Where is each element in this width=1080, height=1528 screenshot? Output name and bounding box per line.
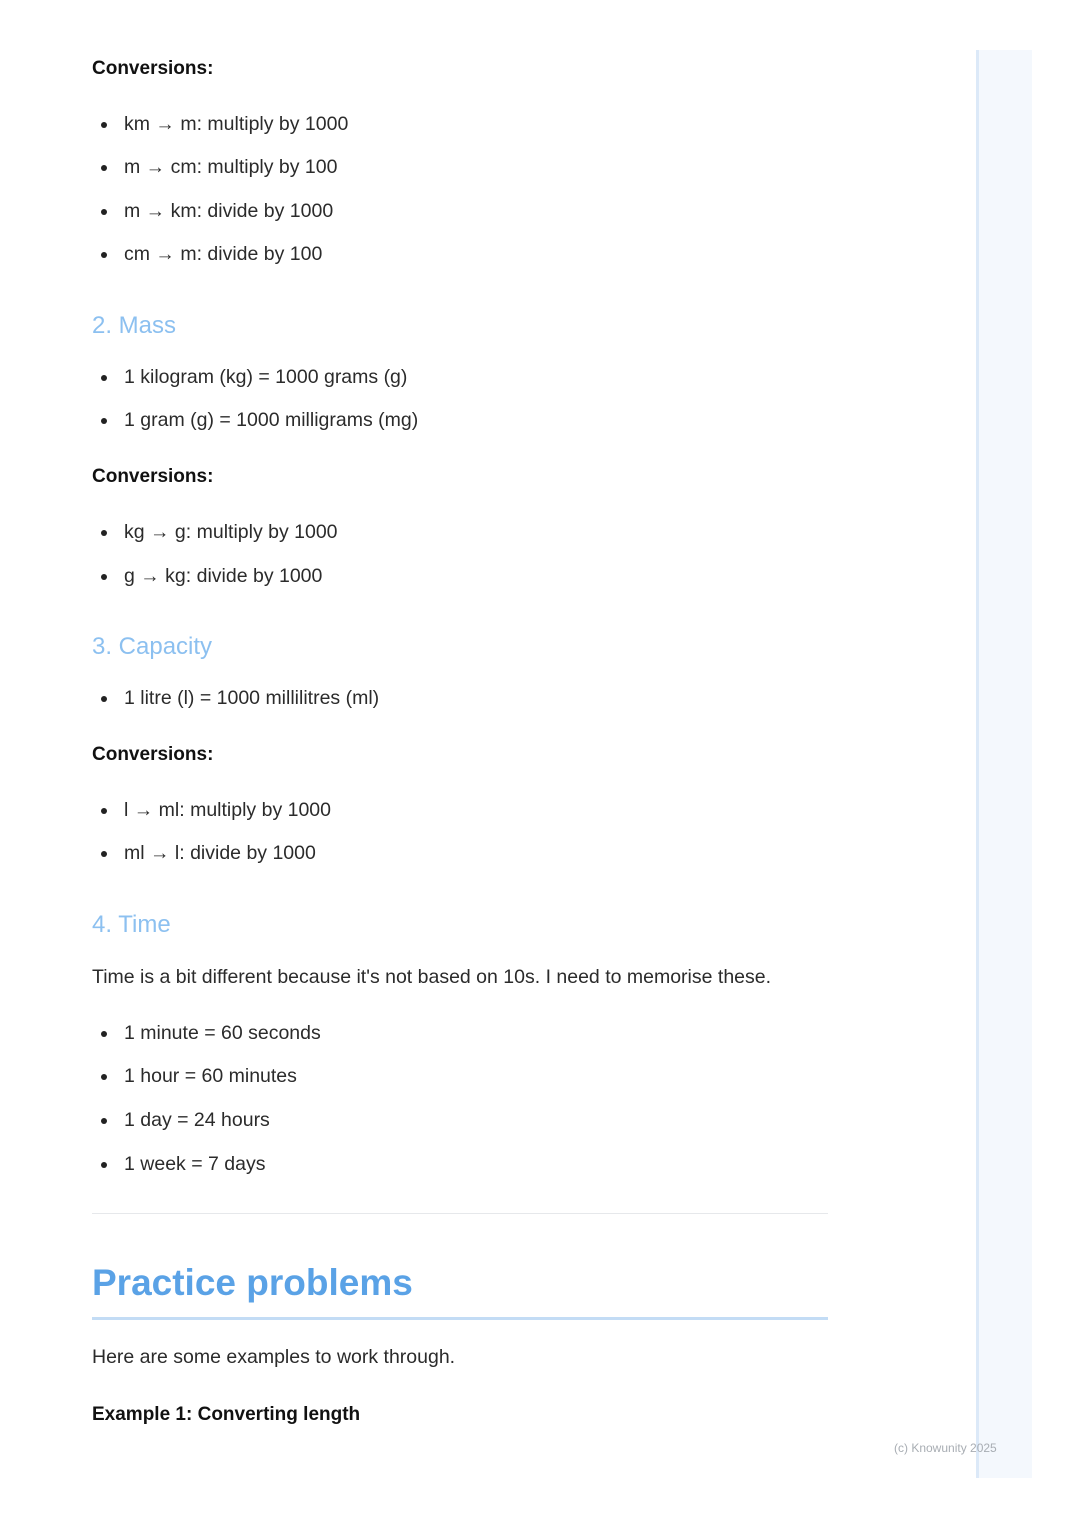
- bullet: [101, 574, 107, 580]
- bullet: [101, 1118, 107, 1124]
- bullet: [101, 530, 107, 536]
- bullet: [101, 1162, 107, 1168]
- bullet: [101, 1074, 107, 1080]
- bullet: [101, 122, 107, 128]
- bullet: [101, 696, 107, 702]
- list-item: 1 week = 7 days: [92, 1153, 265, 1176]
- practice-heading: Practice problems: [92, 1262, 413, 1303]
- bullet: [101, 375, 107, 381]
- list-item: ml → l: divide by 1000: [92, 842, 316, 865]
- conversions-label: Conversions:: [92, 466, 214, 487]
- conversions-label: Conversions:: [92, 744, 214, 765]
- list-item: km → m: multiply by 1000: [92, 113, 348, 136]
- list-item: cm → m: divide by 100: [92, 243, 322, 266]
- bullet: [101, 808, 107, 814]
- practice-intro-paragraph: Here are some examples to work through.: [92, 1346, 456, 1368]
- list-item: g → kg: divide by 1000: [92, 565, 322, 588]
- list-item: 1 kilogram (kg) = 1000 grams (g): [92, 366, 407, 389]
- list-item: 1 day = 24 hours: [92, 1109, 270, 1132]
- list-item: m → km: divide by 1000: [92, 200, 333, 223]
- bullet: [101, 851, 107, 857]
- bullet: [101, 418, 107, 424]
- list-item: 1 litre (l) = 1000 millilitres (ml): [92, 687, 379, 710]
- copyright-footer: (c) Knowunity 2025: [894, 1441, 997, 1455]
- list-item: l → ml: multiply by 1000: [92, 799, 331, 822]
- list-item: 1 gram (g) = 1000 milligrams (mg): [92, 409, 418, 432]
- bullet: [101, 165, 107, 171]
- bullet: [101, 209, 107, 215]
- list-item: 1 hour = 60 minutes: [92, 1065, 297, 1088]
- side-panel: [976, 50, 1032, 1478]
- section-heading-capacity: 3. Capacity: [92, 633, 213, 660]
- bullet: [101, 252, 107, 258]
- bullet: [101, 1031, 107, 1037]
- list-item: kg → g: multiply by 1000: [92, 521, 338, 544]
- list-item: 1 minute = 60 seconds: [92, 1022, 321, 1045]
- section-divider: [92, 1213, 828, 1214]
- list-item: m → cm: multiply by 100: [92, 156, 337, 179]
- conversions-label: Conversions:: [92, 58, 214, 79]
- section-heading-time: 4. Time: [92, 911, 171, 938]
- time-intro-paragraph: Time is a bit different because it's not based on 10s. I need to memorise these.: [92, 966, 772, 988]
- section-heading-mass: 2. Mass: [92, 312, 177, 339]
- heading-underline: [92, 1317, 828, 1320]
- example-label: Example 1: Converting length: [92, 1404, 361, 1425]
